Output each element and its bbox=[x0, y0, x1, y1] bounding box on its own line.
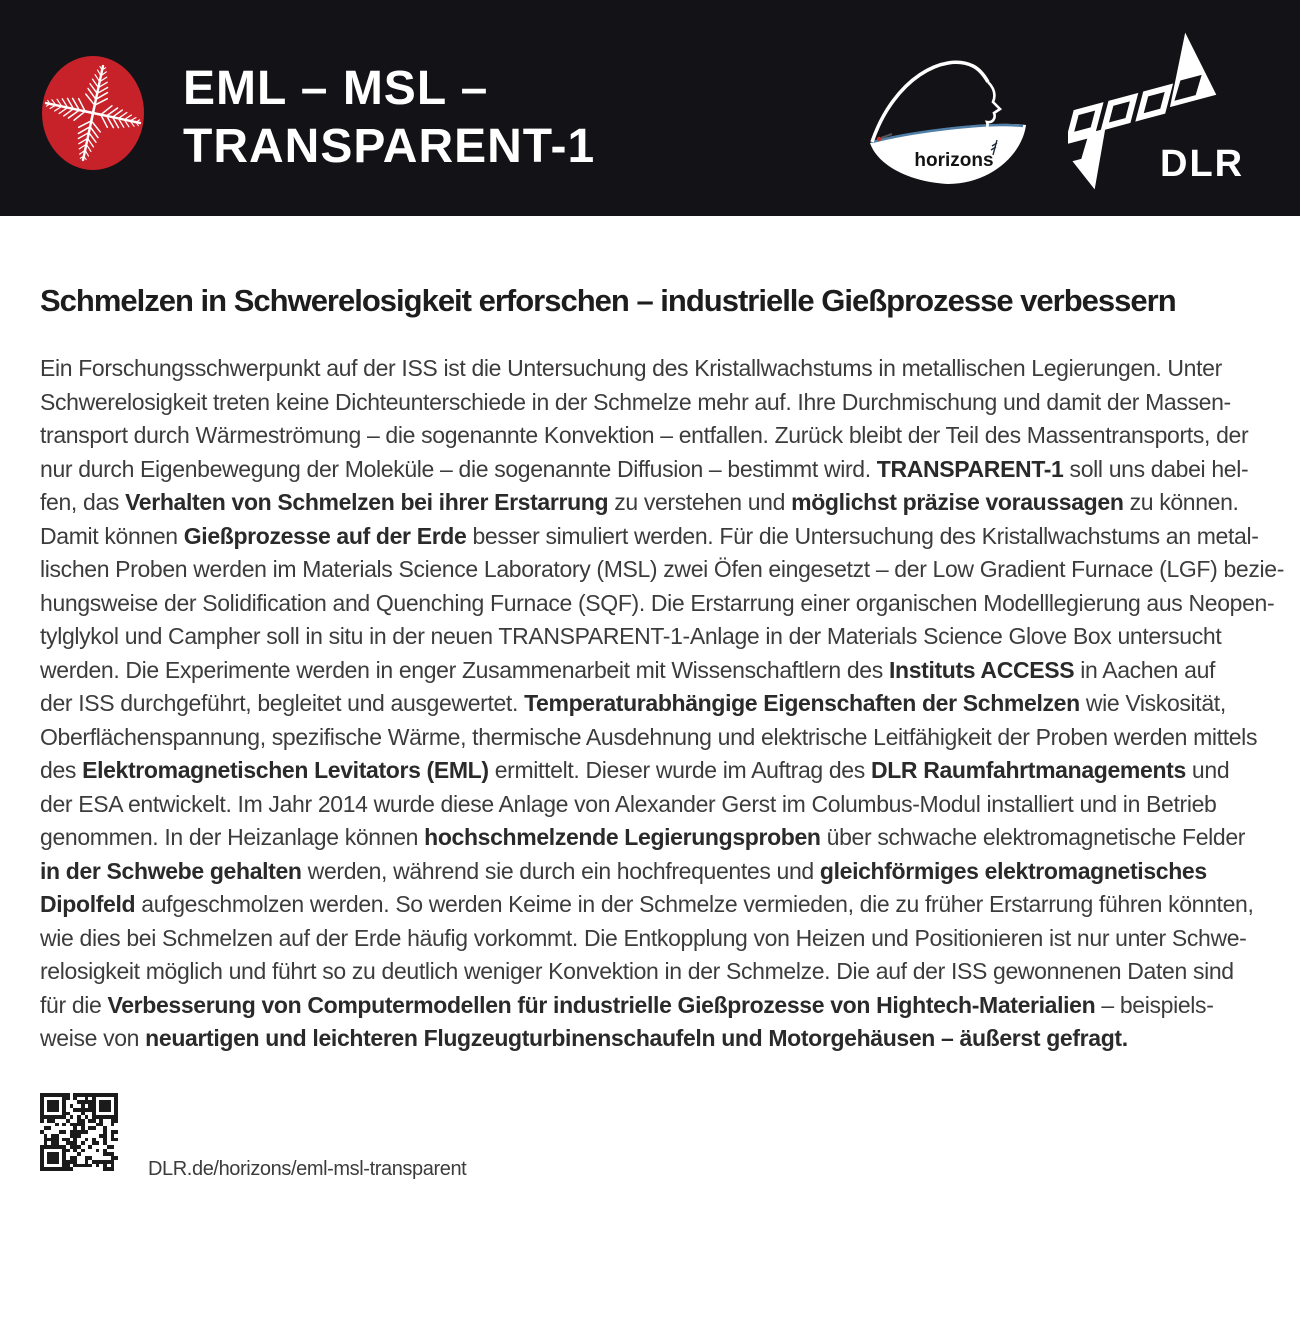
article-heading: Schmelzen in Schwerelosigkeit erforschen – industrielle Gießprozesse verbessern bbox=[40, 283, 1176, 318]
project-title-line1: EML – MSL – bbox=[183, 62, 489, 115]
header-banner bbox=[0, 0, 1300, 216]
astronaut-profile-icon bbox=[979, 82, 1000, 130]
dlr-logo-label: DLR bbox=[1160, 143, 1245, 185]
footer-url: DLR.de/horizons/eml-msl-transparent bbox=[148, 1158, 467, 1180]
qr-code bbox=[40, 1093, 118, 1171]
project-title-line2: TRANSPARENT-1 bbox=[183, 120, 596, 173]
dendrite-crystal-icon bbox=[38, 52, 148, 174]
body-paragraph: Ein Forschungsschwerpunkt auf der ISS ist die Untersuchung des Kristallwachstums in metallischen Legierungen. Unter Schwerelosigkeit treten keine Dichteunterschiede in der Schmelze mehr auf. Ihre Durchmischung und damit der Massen- transport durch Wärmeströmung – die sogenannte Konvektion – entfallen. Zurück bleibt der Teil des Massentransports, der nur durch Eigenbewegung der Moleküle – die sogenannte Diffusion – bestimmt wird. TRANSPARENT-1 soll uns dabei hel- fen, das Verhalten von Schmelzen bei ihrer Erstarrung zu verstehen und möglichst präzise voraussagen zu können. Damit können Gießprozesse auf der Erde besser simuliert werden. Für die Untersuchung des Kristallwachstums an metal- lischen Proben werden im Materials Science Laboratory (MSL) zwei Öfen eingesetzt – der Low Gradient Furnace (LGF) bezie- hungsweise der Solidification and Quenching Furnace (SQF). Die Erstarrung einer organischen Modelllegierung aus Neopen- tylglykol und Campher soll in situ in der neuen TRANSPARENT-1-Anlage in der Materials Science Glove Box untersucht werden. Die Experimente werden in enger Zusammenarbeit mit Wissenschaftlern des Instituts ACCESS in Aachen auf der ISS durchgeführt, begleitet und ausgewertet. Temperaturabhängige Eigenschaften der Schmelzen wie Viskosität, Oberflächenspannung, spezifische Wärme, thermische Ausdehnung und elektrische Leitfähigkeit der Proben werden mittels des Elektromagnetischen Levitators (EML) ermittelt. Dieser wurde im Auftrag des DLR Raumfahrtmanagements und der ESA entwickelt. Im Jahr 2014 wurde diese Anlage von Alexander Gerst im Columbus-Modul installiert und in Betrieb genommen. In der Heizanlage können hochschmelzende Legierungsproben über schwache elektromagnetische Felder in der Schwebe gehalten werden, während sie durch ein hochfrequentes und gleichförmiges elektromagnetisches Dipolfeld aufgeschmolzen werden. So werden Keime in der Schmelze vermieden, die zu früher Erstarrung führen könnten, wie dies bei Schmelzen auf der Erde häufig vorkommt. Die Entkopplung von Heizen und Positionieren ist nur unter Schwe- relosigkeit möglich und führt so zu deutlich weniger Konvektion in der Schmelze. Die auf der ISS gewonnenen Daten sind für die Verbesserung von Computermodellen für industrielle Gießprozesse von Hightech-Materialien – beispiels- weise von neuartigen und leichteren Flugzeugturbinenschaufeln und Motorgehäusen – äußerst gefragt. bbox=[40, 355, 1285, 1051]
project-title bbox=[183, 60, 595, 176]
horizons-logo-label: horizons bbox=[914, 150, 994, 171]
dlr-logo bbox=[1068, 28, 1250, 200]
horizons-mission-logo bbox=[866, 50, 1036, 195]
